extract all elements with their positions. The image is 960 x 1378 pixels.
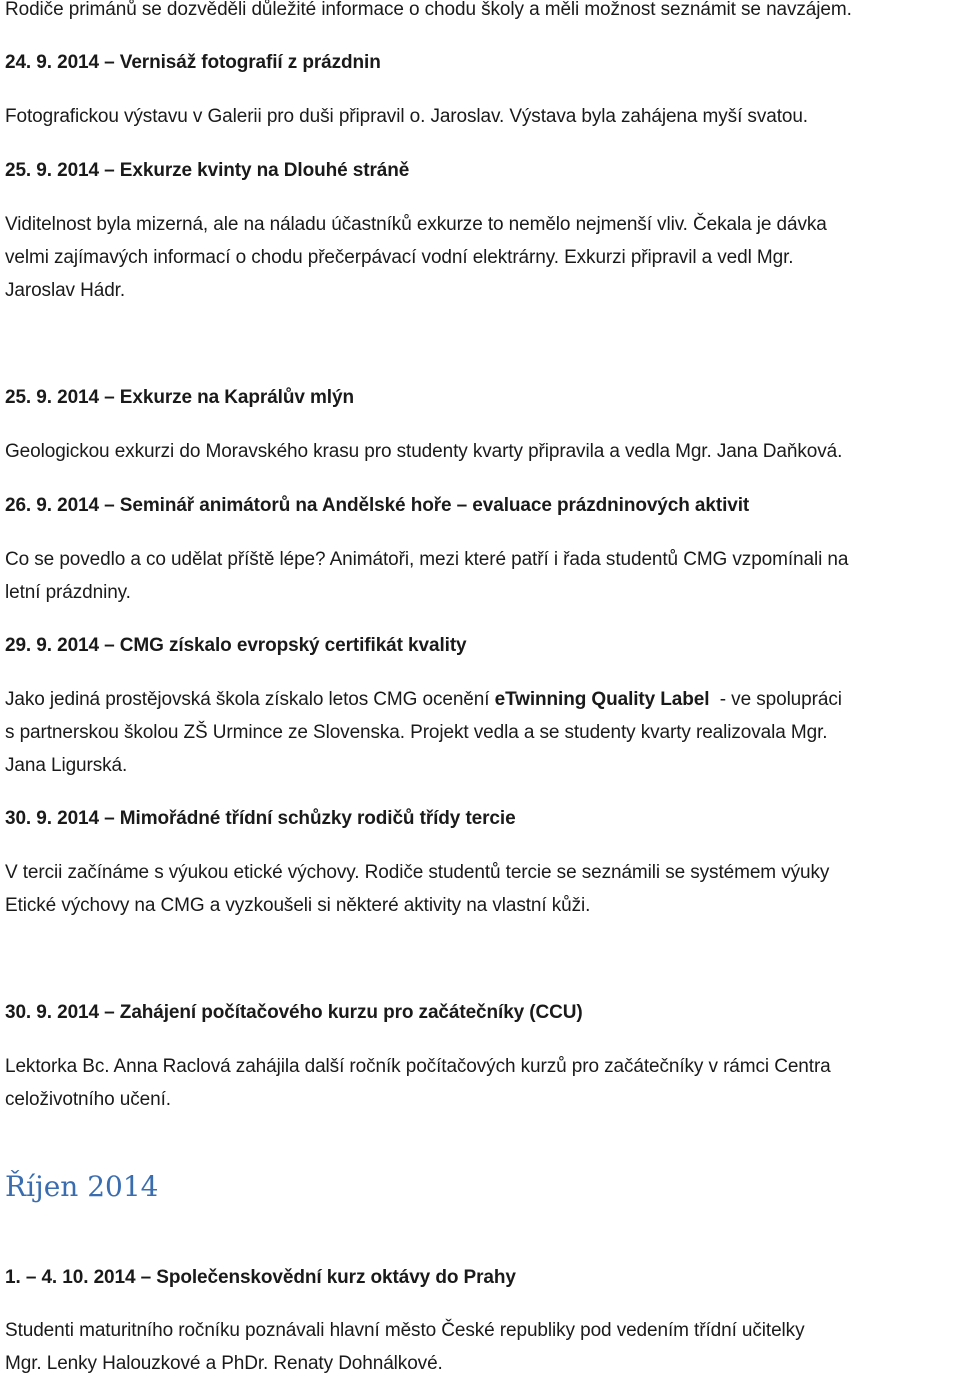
event-text-dlouhe-strane-2: velmi zajímavých informací o chodu přečerpávací vodní elektrárny. Exkurzi připravil a vedl Mgr.	[5, 247, 794, 268]
event-text-kurz-oktavy-1: Studenti maturitního ročníku poznávali hlavní město České republiky pod vedením třídní učitelky	[5, 1320, 805, 1341]
event-text-kurz-oktavy-2: Mgr. Lenky Halouzkové a PhDr. Renaty Dohnálkové.	[5, 1353, 443, 1374]
intro-paragraph: Rodiče primánů se dozvěděli důležité informace o chodu školy a měli možnost seznámit se navzájem.	[5, 0, 852, 20]
event-text-tridni-schuzky-1: V tercii začínáme s výukou etické výchovy. Rodiče studentů tercie se seznámili se systémem výuky	[5, 862, 830, 883]
etwinning-label: eTwinning Quality Label	[494, 689, 710, 710]
event-text-tridni-schuzky-2: Etické výchovy na CMG a vyzkoušeli si některé aktivity na vlastní kůži.	[5, 895, 591, 916]
event-text-pocitacovy-kurz-2: celoživotního učení.	[5, 1089, 171, 1110]
event-text-seminar-animatoru-1: Co se povedlo a co udělat příště lépe? Animátoři, mezi které patří i řada studentů CMG vzpomínali na	[5, 549, 849, 570]
event-text-pocitacovy-kurz-1: Lektorka Bc. Anna Raclová zahájila další ročník počítačových kurzů pro začátečníky v rámci Centra	[5, 1056, 831, 1077]
event-text-certifikat-kvality-3: Jana Ligurská.	[5, 755, 128, 776]
event-heading-kapraluv-mlyn: 25. 9. 2014 – Exkurze na Kaprálův mlýn	[5, 387, 354, 408]
event-text-certifikat-pre: Jako jediná prostějovská škola získalo letos CMG ocenění	[5, 689, 495, 710]
event-heading-vernisaz: 24. 9. 2014 – Vernisáž fotografií z prázdnin	[5, 52, 381, 73]
event-heading-tridni-schuzky: 30. 9. 2014 – Mimořádné třídní schůzky rodičů třídy tercie	[5, 808, 516, 829]
event-text-dlouhe-strane-3: Jaroslav Hádr.	[5, 280, 126, 301]
event-heading-kurz-oktavy: 1. – 4. 10. 2014 – Společenskovědní kurz oktávy do Prahy	[5, 1267, 516, 1288]
event-text-vernisaz: Fotografickou výstavu v Galerii pro duši připravil o. Jaroslav. Výstava byla zahájena myší svatou.	[5, 106, 808, 127]
event-text-certifikat-post: - ve spolupráci	[709, 689, 842, 710]
month-heading: Říjen 2014	[5, 1170, 159, 1203]
event-text-kapraluv-mlyn: Geologickou exkurzi do Moravského krasu pro studenty kvarty připravila a vedla Mgr. Jana Daňková.	[5, 441, 843, 462]
event-heading-dlouhe-strane: 25. 9. 2014 – Exkurze kvinty na Dlouhé stráně	[5, 160, 410, 181]
event-heading-certifikat-kvality: 29. 9. 2014 – CMG získalo evropský certifikát kvality	[5, 635, 467, 656]
event-text-certifikat-kvality-2: s partnerskou školou ZŠ Urmince ze Slovenska. Projekt vedla a se studenty kvarty realizovala Mgr.	[5, 722, 828, 743]
event-heading-pocitacovy-kurz: 30. 9. 2014 – Zahájení počítačového kurzu pro začátečníky (CCU)	[5, 1002, 583, 1023]
event-text-seminar-animatoru-2: letní prázdniny.	[5, 582, 131, 603]
event-text-certifikat-kvality-1	[5, 688, 842, 712]
event-heading-seminar-animatoru: 26. 9. 2014 – Seminář animátorů na Andělské hoře – evaluace prázdninových aktivit	[5, 495, 750, 516]
event-text-dlouhe-strane-1: Viditelnost byla mizerná, ale na náladu účastníků exkurze to nemělo nejmenší vliv. Čekala je dávka	[5, 214, 827, 235]
